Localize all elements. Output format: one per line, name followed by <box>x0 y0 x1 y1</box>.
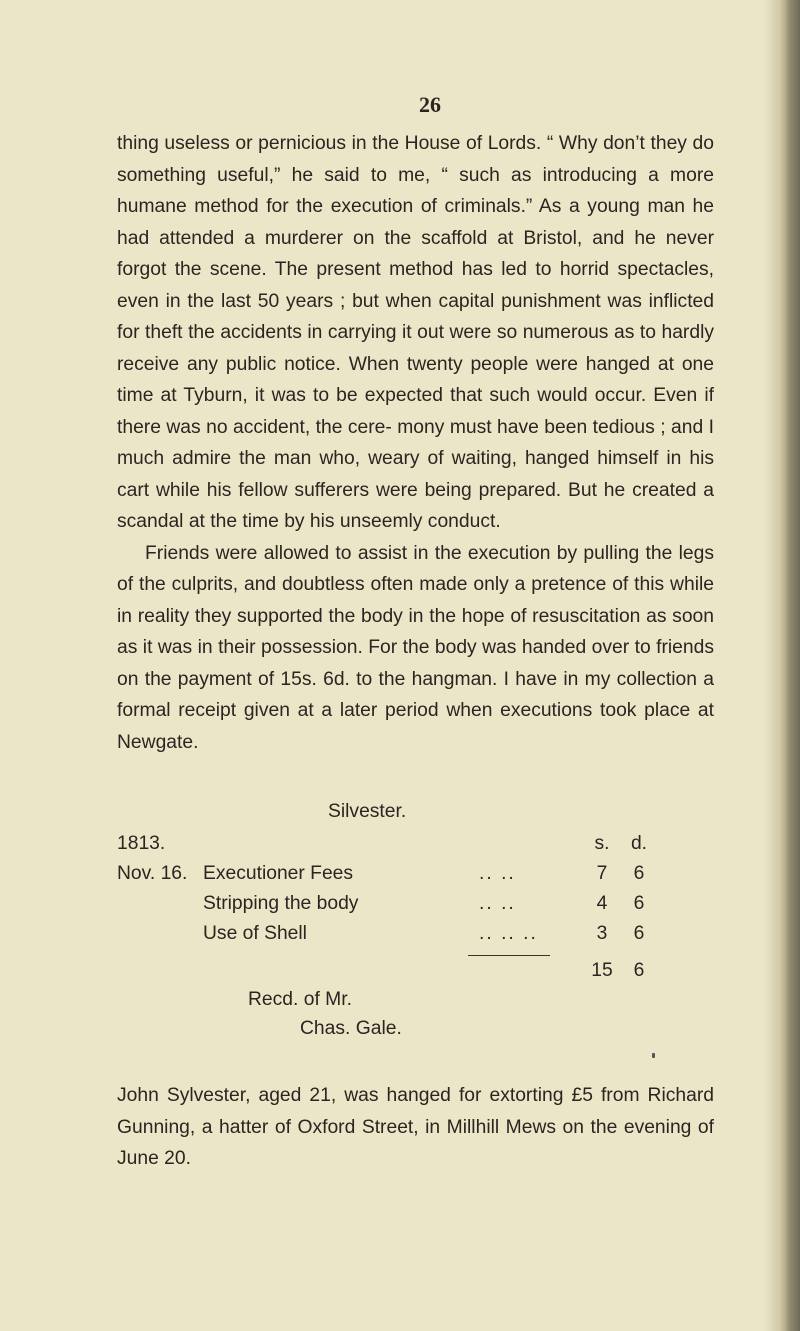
total-pence: 6 <box>633 960 645 981</box>
body-text <box>117 128 714 758</box>
page-edge <box>778 0 800 1331</box>
paragraph-1: thing useless or pernicious in the House of Lords. “ Why don’t they do something useful,” he said to me, “ such as introducing a more humane method for the execution of criminals.” As a young man he had attended a murderer on the scaffold at Bristol, and he never forgot the scene. The present method has led to horrid spectacles, even in the last 50 years ; but when capital punishment was inflicted for theft the accidents in carrying it out were so numerous as to hardly receive any public notice. When twenty people were hanged at one time at Tyburn, it was to be expected that such would occur. Even if there was no accident, the cere- mony must have been tedious ; and I much admire the man who, weary of waiting, hanged himself in his cart while his fellow sufferers were being prepared. But he created a scandal at the time by his unseemly conduct. <box>117 133 714 532</box>
ledger-row <box>117 893 717 923</box>
ledger-pence: 6 <box>633 893 645 914</box>
ledger-leader-dots: .. .. <box>479 863 516 884</box>
ledger-date: Nov. 16. <box>117 863 188 884</box>
ledger-row <box>117 863 717 893</box>
receipt-signer: Chas. Gale. <box>300 1018 402 1039</box>
closing-text <box>117 1080 714 1175</box>
ledger-leader-dots: .. .. <box>479 893 516 914</box>
ledger-description: Use of Shell <box>203 923 307 944</box>
receipt-ledger <box>117 833 717 944</box>
ledger-shillings: 4 <box>596 893 608 914</box>
ledger-shillings: 3 <box>596 923 608 944</box>
ledger-row <box>117 923 717 953</box>
ink-speck <box>652 1053 655 1058</box>
ledger-header-row <box>117 833 717 863</box>
closing-paragraph: John Sylvester, aged 21, was hanged for extorting £5 from Richard Gunning, a hatter of Oxford Street, in Millhill Mews on the evening of June 20. <box>117 1085 714 1169</box>
receipt-year: 1813. <box>117 833 166 854</box>
received-line: Recd. of Mr. <box>248 989 352 1010</box>
ledger-leader-dots: .. .. .. <box>479 923 538 944</box>
ledger-shillings: 7 <box>596 863 608 884</box>
ledger-description: Stripping the body <box>203 893 359 914</box>
ledger-description: Executioner Fees <box>203 863 354 884</box>
pence-header: d. <box>630 833 648 854</box>
ledger-pence: 6 <box>633 923 645 944</box>
paragraph-2: Friends were allowed to assist in the execution by pulling the legs of the culprits, and doubtless often made only a pretence of this while in reality they supported the body in the hope of resuscitation as soon as it was in their possession. For the body was handed over to friends on the payment of 15s. 6d. to the hangman. I have in my collection a formal receipt given at a later period when executions took place at Newgate. <box>117 542 714 753</box>
receipt-title: Silvester. <box>328 801 407 822</box>
ledger-pence: 6 <box>633 863 645 884</box>
page-number: 26 <box>419 92 441 117</box>
shillings-header: s. <box>594 833 610 854</box>
page-edge-shadow <box>764 0 778 1331</box>
total-shillings: 15 <box>591 960 613 981</box>
total-rule <box>468 955 550 956</box>
